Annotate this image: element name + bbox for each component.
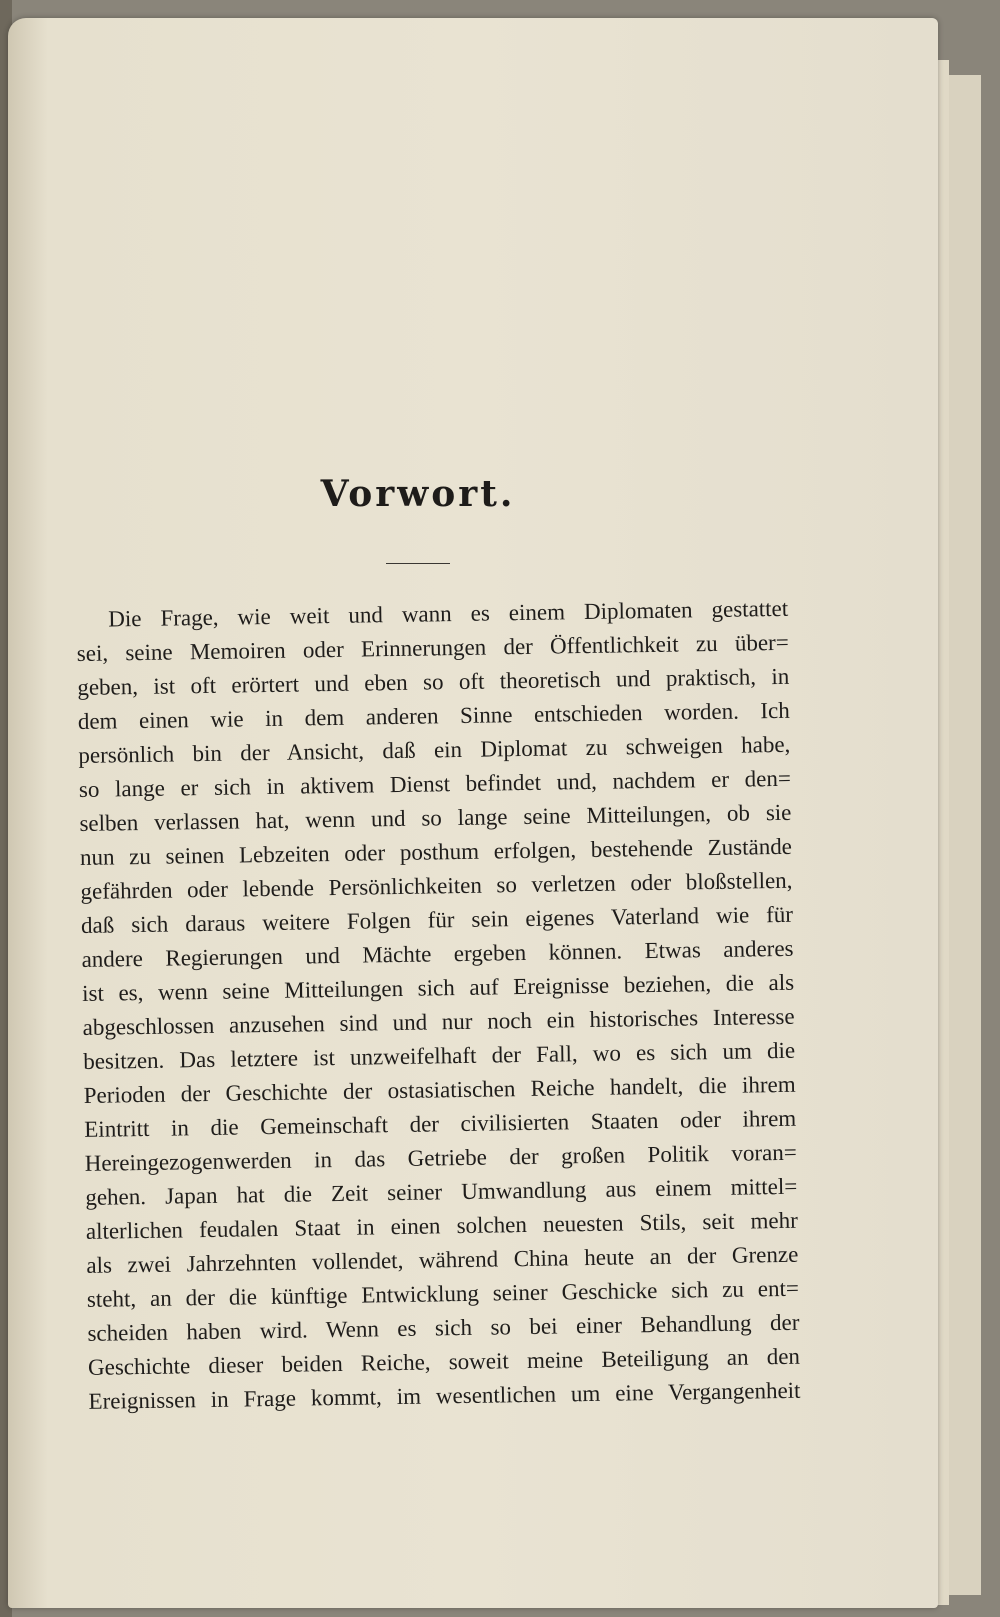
text-line: dem einen wie in dem anderen Sinne entschieden worden. Ich [77,697,790,734]
text-line: als zwei Jahrzehnten vollendet, während China heute an der Grenze [86,1241,799,1278]
text-line: Perioden der Geschichte der ostasiatischen Reiche handelt, die ihrem [83,1071,796,1108]
text-line: so lange er sich in aktivem Dienst befindet und, nachdem er den= [78,765,792,802]
text-line: ist es, wenn seine Mitteilungen sich auf Ereignisse beziehen, die als [81,969,795,1006]
text-line: geben, ist oft erörtert und eben so oft theoretisch und praktisch, in [77,663,790,700]
text-line: besitzen. Das letztere ist unzweifelhaft der Fall, wo es sich um die [83,1037,796,1074]
text-line: andere Regierungen und Mächte ergeben können. Etwas anderes [81,935,794,972]
text-line: scheiden haben wird. Wenn es sich so bei einer Behandlung der [87,1309,800,1346]
text-line: sei, seine Memoiren oder Erinnerungen der Öffentlichkeit zu über= [76,629,789,666]
body-text [76,592,801,1419]
book-page [8,18,938,1608]
text-line: alterlichen feudalen Staat in einen solchen neuesten Stils, seit mehr [85,1207,798,1244]
text-line: persönlich bin der Ansicht, daß ein Diplomat zu schweigen habe, [78,731,791,768]
text-line: Geschichte dieser beiden Reiche, soweit meine Beteiligung an den [87,1343,801,1380]
text-line: daß sich daraus weitere Folgen für sein eigenes Vaterland wie für [80,901,794,938]
text-line: Eintritt in die Gemeinschaft der civilisierten Staaten oder ihrem [84,1105,797,1142]
page-title: Vorwort. [320,473,516,515]
text-line: nun zu seinen Lebzeiten oder posthum erfolgen, bestehende Zustände [79,833,793,870]
title-divider [386,563,450,564]
text-line: selben verlassen hat, wenn und so lange seine Mitteilungen, ob sie [79,799,792,836]
text-line: Die Frage, wie weit und wann es einem Diplomaten gestattet [108,595,789,632]
text-line: Ereignissen in Frage kommt, im wesentlichen um eine Vergangenheit [88,1377,801,1414]
text-line: abgeschlossen anzusehen sind und nur noch ein historisches Interesse [82,1003,795,1040]
text-line: gefährden oder lebende Persönlichkeiten so verletzen oder bloßstellen, [80,867,793,904]
text-line: Hereingezogenwerden in das Getriebe der großen Politik voran= [84,1139,797,1176]
text-line: gehen. Japan hat die Zeit seiner Umwandlung aus einem mittel= [85,1173,798,1210]
text-line: steht, an der die künftige Entwicklung seiner Geschicke sich zu ent= [86,1275,800,1312]
